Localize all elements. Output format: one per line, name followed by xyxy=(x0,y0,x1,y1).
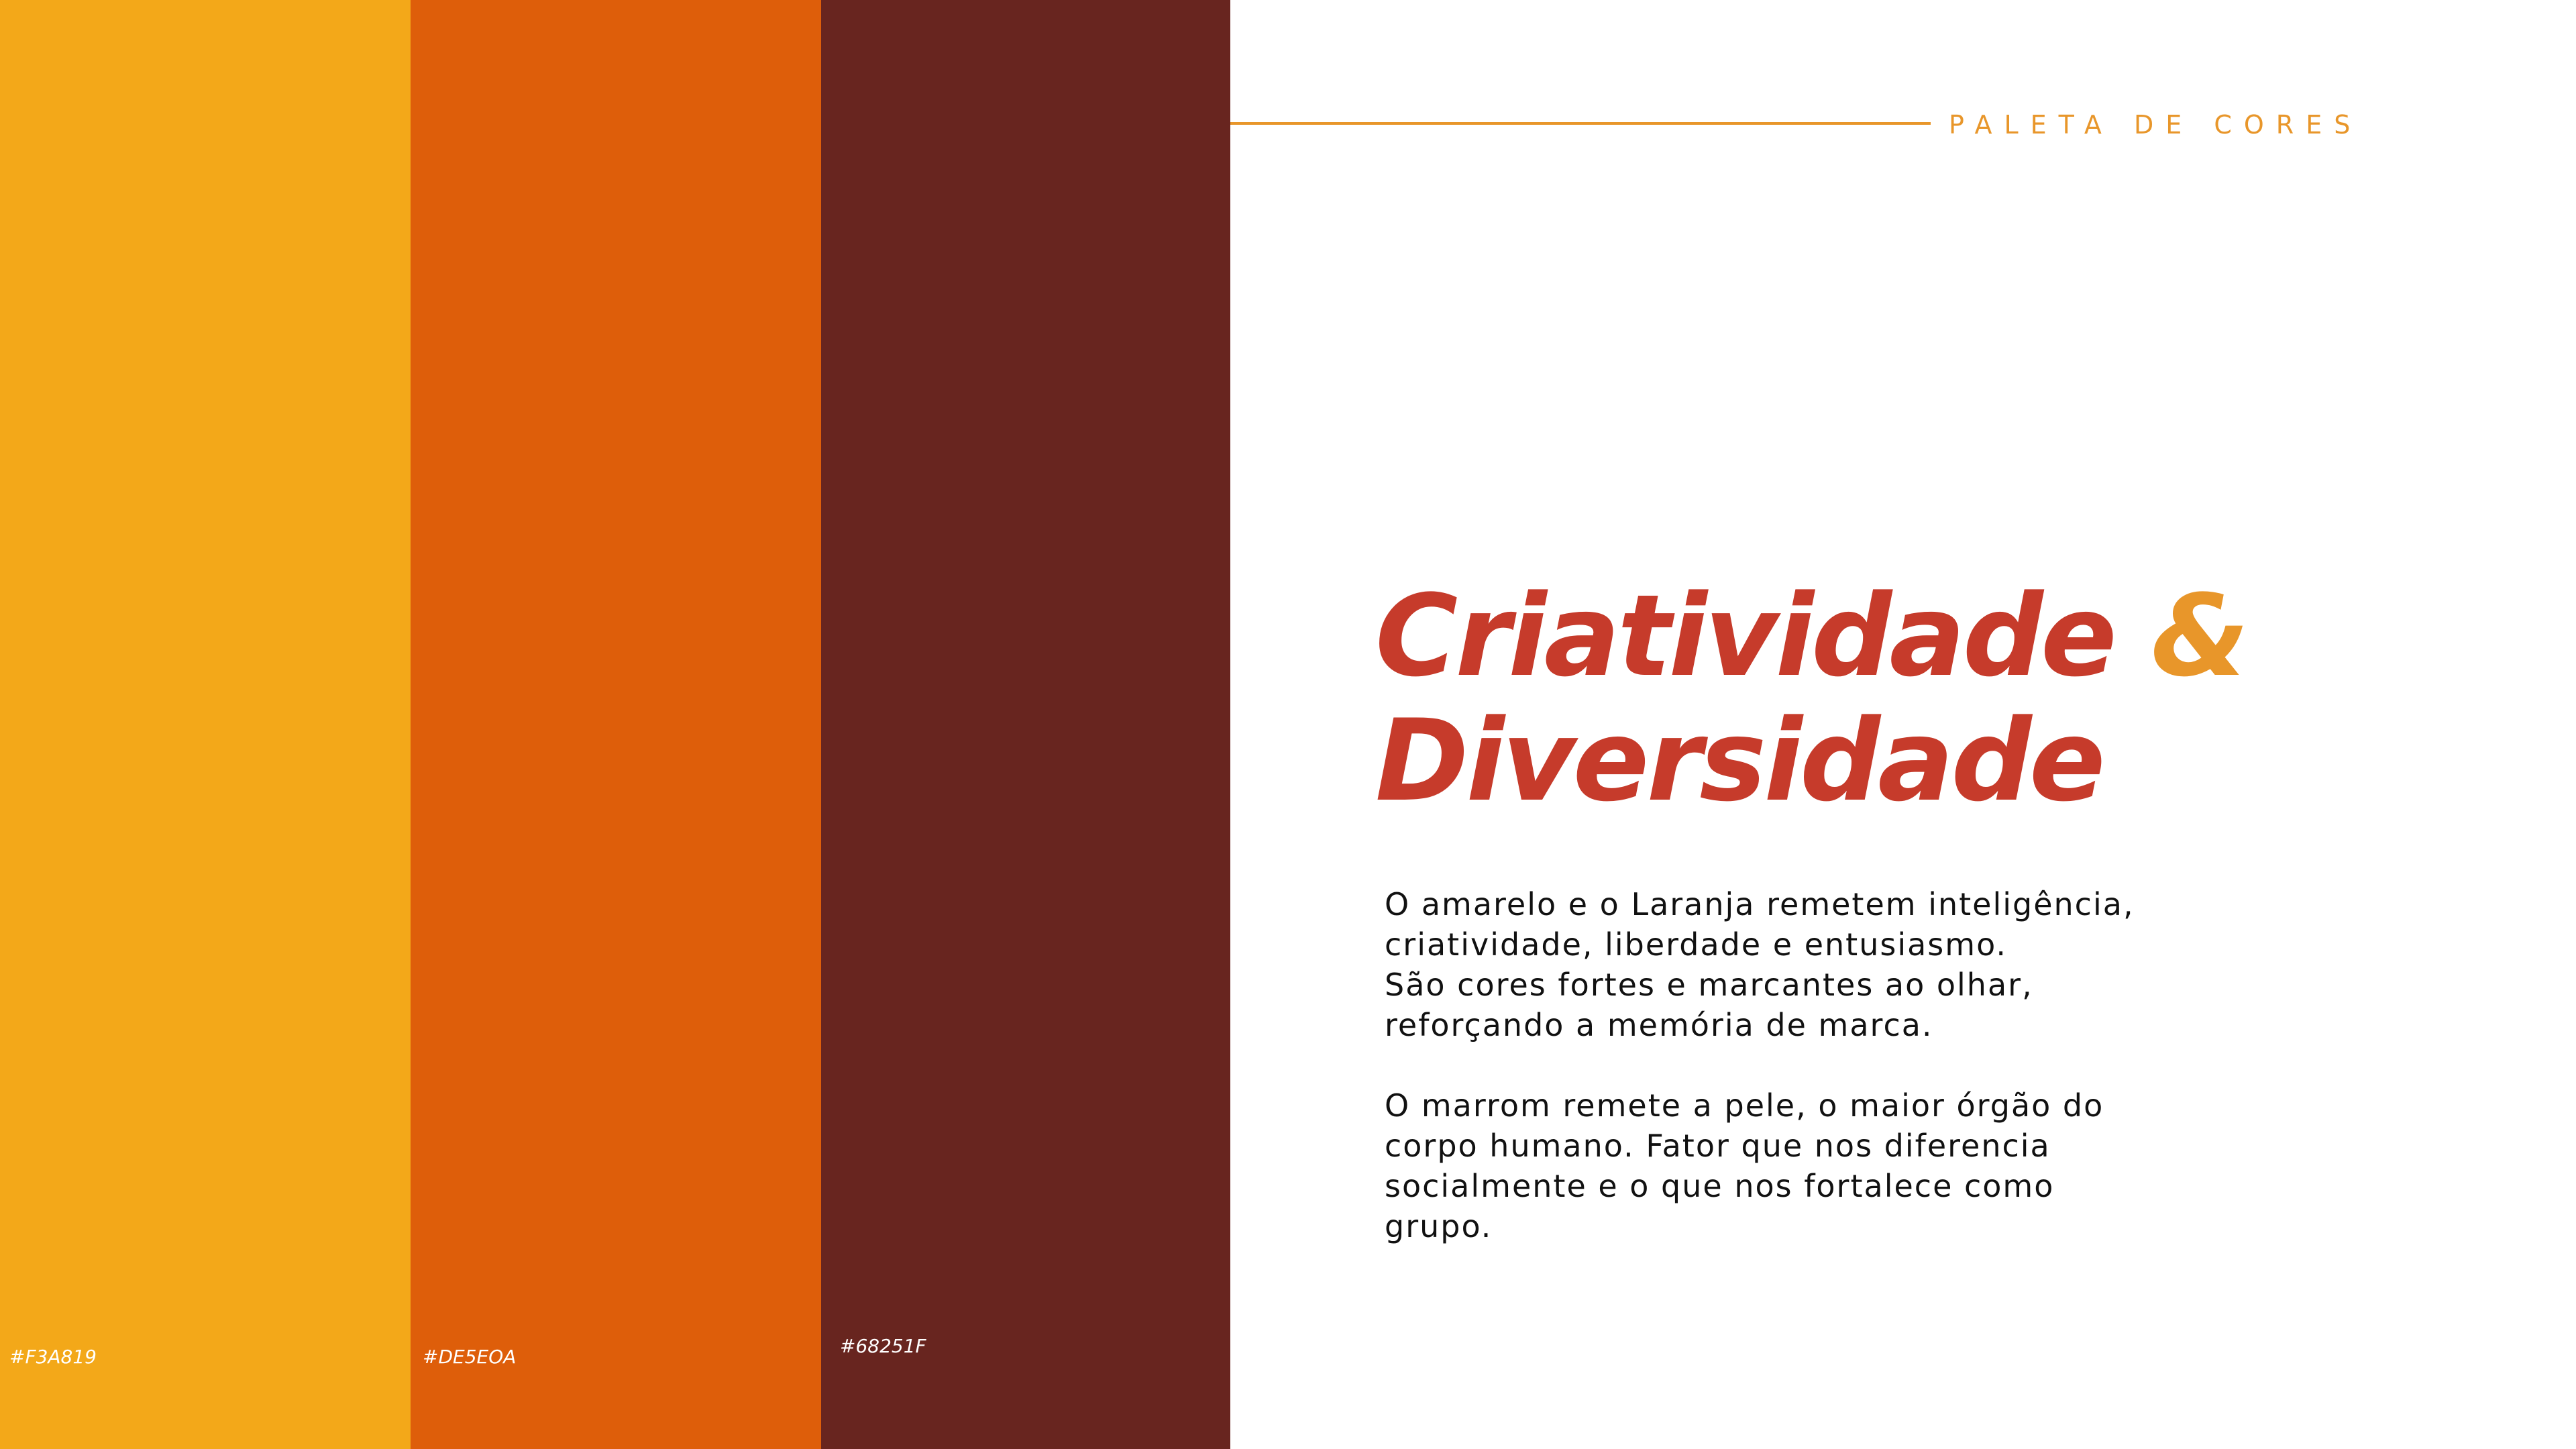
swatch-code-brown: #68251F xyxy=(840,1335,926,1357)
swatch-orange xyxy=(411,0,821,1449)
headline-ampersand: & xyxy=(2151,570,2247,702)
body-line: grupo. xyxy=(1385,1208,1493,1244)
paragraph-yellow-orange xyxy=(1385,884,2257,1045)
headline xyxy=(1375,570,2516,826)
paragraph-brown xyxy=(1385,1085,2257,1246)
swatch-brown xyxy=(821,0,1230,1449)
header-divider xyxy=(1230,122,1931,125)
body-line: O amarelo e o Laranja remetem inteligência, xyxy=(1385,886,2135,922)
body-line: O marrom remete a pele, o maior órgão do xyxy=(1385,1087,2104,1124)
swatch-code-orange: #DE5EOA xyxy=(423,1346,517,1368)
body-copy xyxy=(1385,884,2257,1246)
swatch-code-yellow: #F3A819 xyxy=(9,1346,97,1368)
section-label: PALETA DE CORES xyxy=(1949,110,2363,140)
swatch-yellow xyxy=(0,0,411,1449)
body-line: reforçando a memória de marca. xyxy=(1385,1007,1933,1043)
body-line: criatividade, liberdade e entusiasmo. xyxy=(1385,926,2008,963)
body-line: corpo humano. Fator que nos diferencia xyxy=(1385,1128,2051,1164)
body-line: São cores fortes e marcantes ao olhar, xyxy=(1385,967,2033,1003)
body-line: socialmente e o que nos fortalece como xyxy=(1385,1168,2055,1204)
headline-word-diversidade: Diversidade xyxy=(1375,695,2103,826)
headline-word-criatividade: Criatividade xyxy=(1375,570,2114,702)
